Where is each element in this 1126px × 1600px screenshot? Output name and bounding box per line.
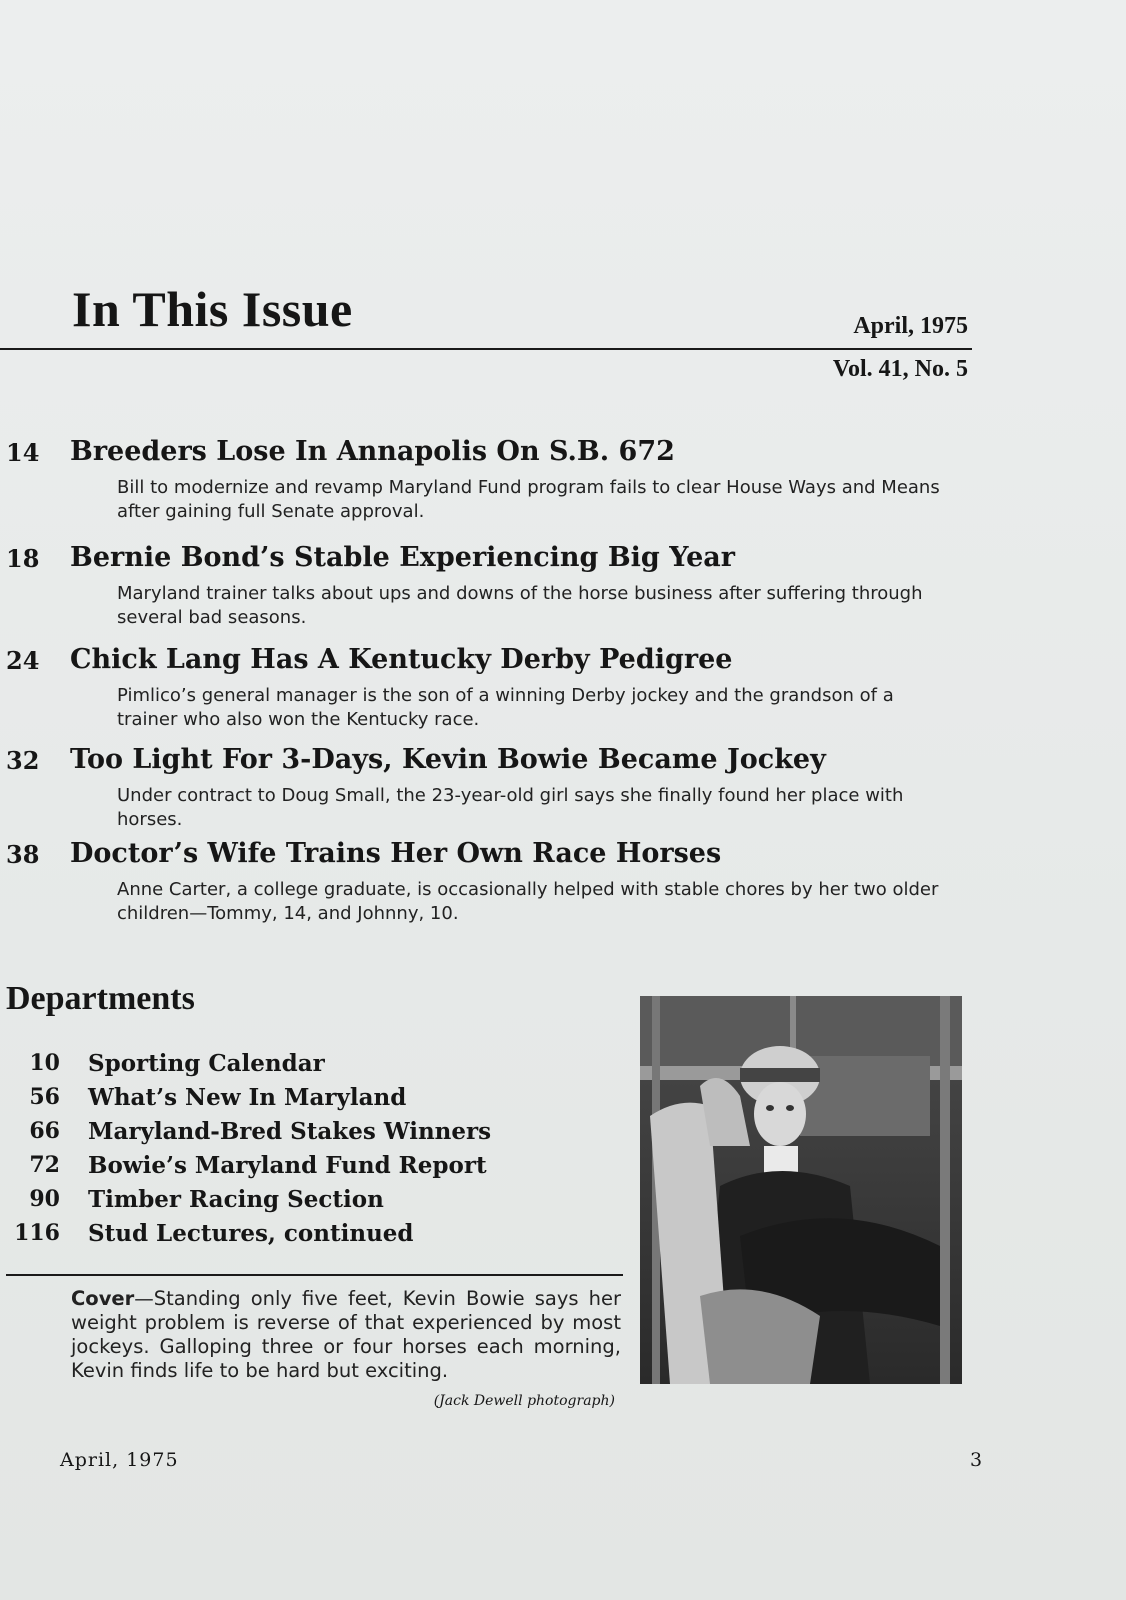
department-label[interactable]: Timber Racing Section <box>88 1186 384 1213</box>
article-title[interactable]: Breeders Lose In Annapolis On S.B. 672 <box>70 436 675 467</box>
article-title[interactable]: Chick Lang Has A Kentucky Derby Pedigree <box>70 644 733 675</box>
article-page-number: 32 <box>6 746 40 775</box>
department-page-number: 66 <box>29 1118 60 1144</box>
article-title[interactable]: Too Light For 3-Days, Kevin Bowie Became Jockey <box>70 744 826 775</box>
photo-credit: (Jack Dewell photograph) <box>433 1393 615 1409</box>
caption-rule <box>6 1274 623 1276</box>
department-page-number: 72 <box>29 1152 60 1178</box>
department-page-number: 56 <box>29 1084 60 1110</box>
article-description: Bill to modernize and revamp Maryland Fund program fails to clear House Ways and Means after gaining full Senate approval. <box>117 477 940 522</box>
department-label[interactable]: Maryland-Bred Stakes Winners <box>88 1118 492 1145</box>
department-label[interactable]: Stud Lectures, continued <box>88 1220 414 1247</box>
issue-volume: Vol. 41, No. 5 <box>832 356 968 382</box>
cover-text: —Standing only five feet, Kevin Bowie says her weight problem is reverse of that experienced by most jockeys. Galloping three or four horses each morning, Kevin finds life to be hard but exciting. <box>71 1287 621 1382</box>
department-page-number: 10 <box>29 1050 60 1076</box>
article-description: Pimlico’s general manager is the son of a winning Derby jockey and the grandson of a trainer who also won the Kentucky race. <box>117 685 894 730</box>
article-page-number: 14 <box>6 438 40 467</box>
department-label[interactable]: What’s New In Maryland <box>88 1084 407 1111</box>
article-description: Maryland trainer talks about ups and downs of the horse business after suffering through several bad seasons. <box>117 583 923 628</box>
article-page-number: 18 <box>6 544 40 573</box>
article-description: Under contract to Doug Small, the 23-year-old girl says she finally found her place with horses. <box>117 785 904 830</box>
page-title: In This Issue <box>72 281 353 337</box>
article-title[interactable]: Bernie Bond’s Stable Experiencing Big Year <box>70 542 736 573</box>
cover-photo <box>640 996 962 1384</box>
footer-date: April, 1975 <box>60 1449 179 1471</box>
department-page-number: 90 <box>29 1186 60 1212</box>
article-description: Anne Carter, a college graduate, is occasionally helped with stable chores by her two older children—Tommy, 14, and Johnny, 10. <box>117 879 939 924</box>
department-label[interactable]: Sporting Calendar <box>88 1050 325 1077</box>
cover-label: Cover <box>71 1287 135 1310</box>
department-page-number: 116 <box>14 1220 60 1246</box>
article-page-number: 38 <box>6 840 40 869</box>
footer-page-number: 3 <box>970 1449 983 1471</box>
jockey-photo-illustration <box>640 996 962 1384</box>
department-label[interactable]: Bowie’s Maryland Fund Report <box>88 1152 487 1179</box>
issue-date: April, 1975 <box>853 313 968 339</box>
departments-heading: Departments <box>6 980 195 1017</box>
cover-caption <box>71 1287 621 1383</box>
header-rule <box>0 348 972 350</box>
article-page-number: 24 <box>6 646 40 675</box>
article-title[interactable]: Doctor’s Wife Trains Her Own Race Horses <box>70 838 722 869</box>
